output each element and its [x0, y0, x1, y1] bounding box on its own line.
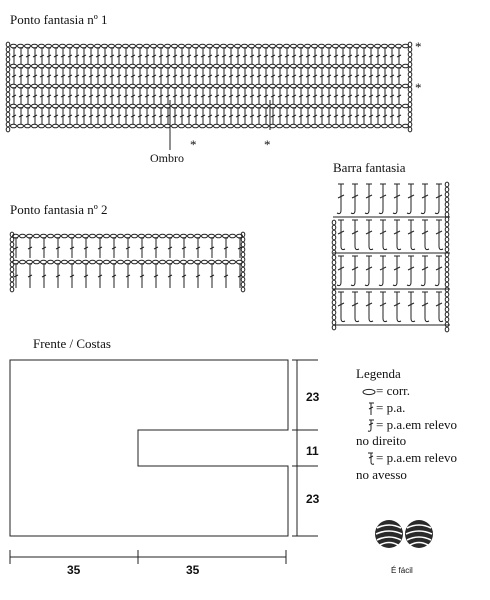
- dim-right: 35: [186, 563, 200, 577]
- barra-title: Barra fantasia: [333, 160, 406, 175]
- chart1-ombro-label: Ombro: [150, 151, 184, 165]
- legend-no-direito: no direito: [356, 433, 407, 448]
- legend-corr-text: = corr.: [376, 383, 411, 398]
- dim-left: 35: [67, 563, 81, 577]
- legend-pa-relevo-direito-text: = p.a.em relevo: [376, 417, 457, 432]
- chart1-marker-mid: *: [415, 80, 422, 95]
- double-crochet-icon: [366, 402, 376, 416]
- difficulty-label: É fácil: [391, 566, 413, 575]
- legend-pa-relevo-avesso-text: = p.a.em relevo: [376, 450, 457, 465]
- legend-title: Legenda: [356, 366, 401, 381]
- legend-pa-relevo-avesso: [366, 450, 457, 466]
- legend-pa-relevo-direito: [366, 417, 457, 433]
- legend-pa-text: = p.a.: [376, 400, 406, 415]
- yarn-balls-icon: [374, 510, 436, 562]
- dim-top: 23: [306, 390, 320, 404]
- front-post-stitch-icon: [366, 419, 376, 433]
- chart1-marker-bottom-right: *: [264, 137, 271, 152]
- back-post-stitch-icon: [366, 452, 376, 466]
- legend-no-avesso: no avesso: [356, 467, 407, 482]
- chart1-title: Ponto fantasia nº 1: [10, 12, 108, 27]
- schematic-title: Frente / Costas: [33, 336, 111, 351]
- legend-corr: [362, 383, 410, 399]
- chain-stitch-icon: [362, 388, 376, 396]
- chart1-marker-bottom-left: *: [190, 137, 197, 152]
- legend-pa: [366, 400, 405, 416]
- chart2-title: Ponto fantasia nº 2: [10, 202, 108, 217]
- dim-bottom: 23: [306, 492, 320, 506]
- chart1-marker-top: *: [415, 39, 422, 54]
- dim-mid: 11: [306, 444, 319, 458]
